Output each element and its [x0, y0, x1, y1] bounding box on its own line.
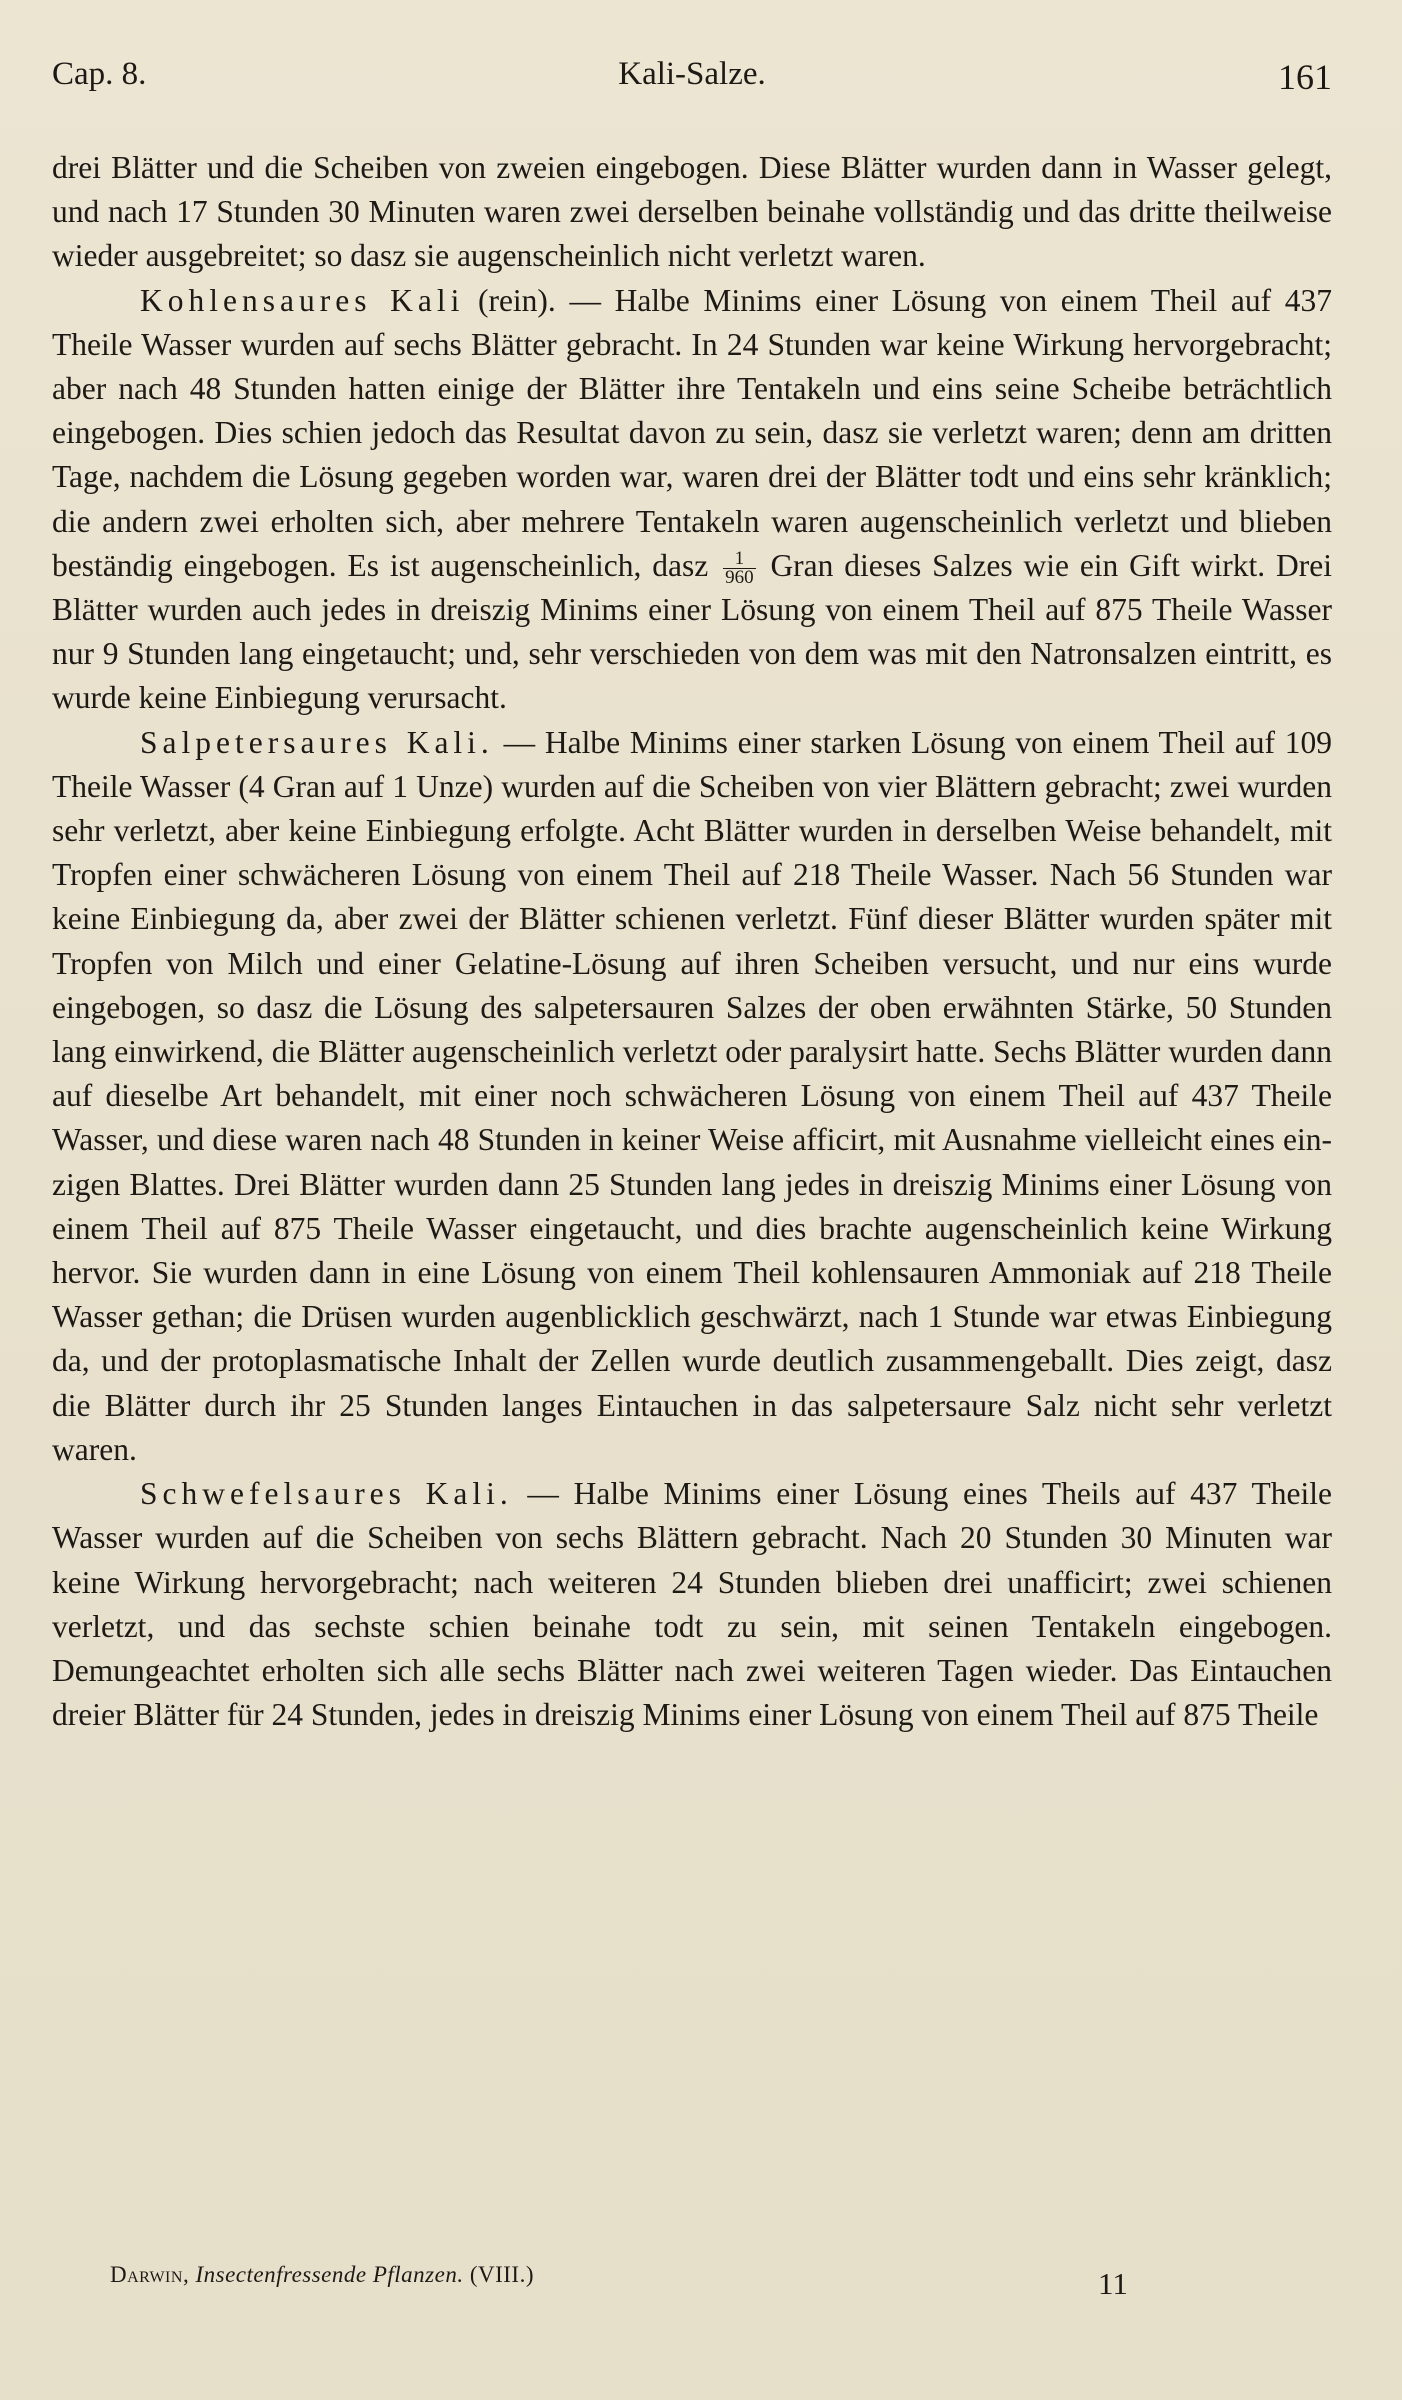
paragraph-text: (rein). — Halbe Minims einer Lösung von einem Theil auf 437 Theile Wasser wurden auf sechs Blätter gebracht. In 24 Stunden war keine Wirkung hervorgebracht; aber nach 48 Stunden hatten einige der Blätter ihre Tentakeln und eins seine Scheibe beträchtlich eingebogen. Dies schien jedoch das Resultat davon zu sein, dasz sie verletzt waren; denn am dritten Tage, nachdem die Lösung gegeben worden war, waren drei der Blätter todt und eins sehr kränklich; die andern zwei erholten sich, aber mehrere Tentakeln waren augenscheinlich verletzt und blieben beständig eingebogen. Es ist augenscheinlich, dasz [52, 282, 1332, 583]
paragraph-text: — Halbe Minims einer Lösung eines Theils auf 437 Theile Wasser wurden auf die Scheiben von sechs Blättern gebracht. Nach 20 Stunden 30 Minuten war keine Wirkung hervorgebracht; nach weiteren 24 Stunden blieben drei unafficirt; zwei schienen verletzt, und das sechste schien beinahe todt zu sein, mit seinen Tentakeln eingebogen. Demungeachtet erholten sich alle sechs Blätter nach zwei weiteren Tagen wieder. Das Eintauchen dreier Blätter für 24 Stunden, jedes in dreiszig Minims einer Lösung von einem Theil auf 875 Theile [52, 1476, 1333, 1733]
paragraph-text: — Halbe Minims einer starken Lösung von einem Theil auf 109 Theile Wasser (4 Gran auf 1 Unze) wurden auf die Scheiben von vier Blättern gebracht; zwei wurden sehr verletzt, aber keine Einbiegung erfolgte. Acht Blätter wurden in derselben Weise behandelt, mit Tropfen einer schwächeren Lösung von einem Theil auf 218 Theile Wasser. Nach 56 Stunden war keine Einbiegung da, aber zwei der Blätter schienen verletzt. Fünf dieser Blätter wurden später mit Tropfen von Milch und einer Gelatine-Lösung auf ihren Scheiben versucht, und nur eins wurde eingebogen, so dasz die Lösung des salpetersauren Salzes der oben erwähnten Stärke, 50 Stunden lang einwirkend, die Blätter augenscheinlich verletzt oder paralysirt hatte. Sechs Blätter wurden dann auf dieselbe Art behandelt, mit einer noch schwächeren Lösung von einem Theil auf 437 Theile Wasser, und diese waren nach 48 Stunden in keiner Weise afficirt, mit Ausnahme vielleicht eines einzigen Blattes. Drei Blätter wurden dann 25 Stunden lang jedes in dreiszig Minims einer Lösung von einem Theil auf 875 Theile Wasser eingetaucht, und dies brachte augenscheinlich keine Wirkung hervor. Sie wurden dann in eine Lösung von einem Theil kohlensauren Ammoniak auf 218 Theile Wasser gethan; die Drüsen wurden augenblicklich geschwärzt, nach 1 Stunde war etwas Einbiegung da, und der protoplasmatische Inhalt der Zellen wurde deutlich zusammengeballt. Dies zeigt, dasz die Blätter durch ihr 25 Stunden langes Eintauchen in das salpetersaure Salz nicht sehr verletzt waren. [52, 724, 1332, 1467]
paragraph-text: drei Blätter und die Scheiben von zweien eingebogen. Diese Blätter wurden dann in Wasser gelegt, und nach 17 Stunden 30 Minuten waren zwei derselben beinahe vollständig und das dritte theilweise wieder ausgebreitet; so dasz sie augenscheinlich nicht verletzt waren. [52, 150, 1332, 274]
section-lead-schwefelsaures-kali: Schwefelsaures Kali. [140, 1476, 513, 1512]
paragraph-kohlensaures-kali [52, 279, 1332, 721]
paragraph-text: Gran dieses Salzes wie ein Gift wirkt. Drei Blätter wurden auch jedes in dreiszig Minims einer Lösung von einem Theil auf 875 Theile Wasser nur 9 Stunden lang eingetaucht; und, sehr verschieden von dem was mit den Natronsalzen eintritt, es wurde keine Einbiegung verursacht. [52, 547, 1333, 716]
footer-book-title: Insectenfressende Pflanzen. [195, 2262, 464, 2287]
running-header [52, 56, 1332, 104]
fraction-numerator: 1 [723, 550, 756, 569]
chapter-label: Cap. 8. [52, 56, 147, 92]
signature-mark: 11 [1098, 2266, 1128, 2301]
body-text [52, 146, 1332, 1737]
footer-imprint [110, 2262, 534, 2288]
page-footer [110, 2262, 1330, 2302]
page-number: 161 [1278, 57, 1332, 97]
section-lead-salpetersaures-kali: Salpetersaures Kali. [140, 724, 494, 760]
paragraph-salpetersaures-kali [52, 721, 1332, 1472]
fraction [723, 550, 756, 587]
footer-author: Darwin, [110, 2262, 190, 2287]
section-lead-kohlensaures-kali: Kohlensaures Kali [140, 282, 465, 318]
running-title: Kali-Salze. [618, 56, 766, 92]
paragraph-continuation [52, 146, 1332, 279]
fraction-denominator: 960 [725, 567, 754, 589]
footer-part: (VIII.) [469, 2262, 534, 2287]
paragraph-schwefelsaures-kali [52, 1472, 1332, 1737]
